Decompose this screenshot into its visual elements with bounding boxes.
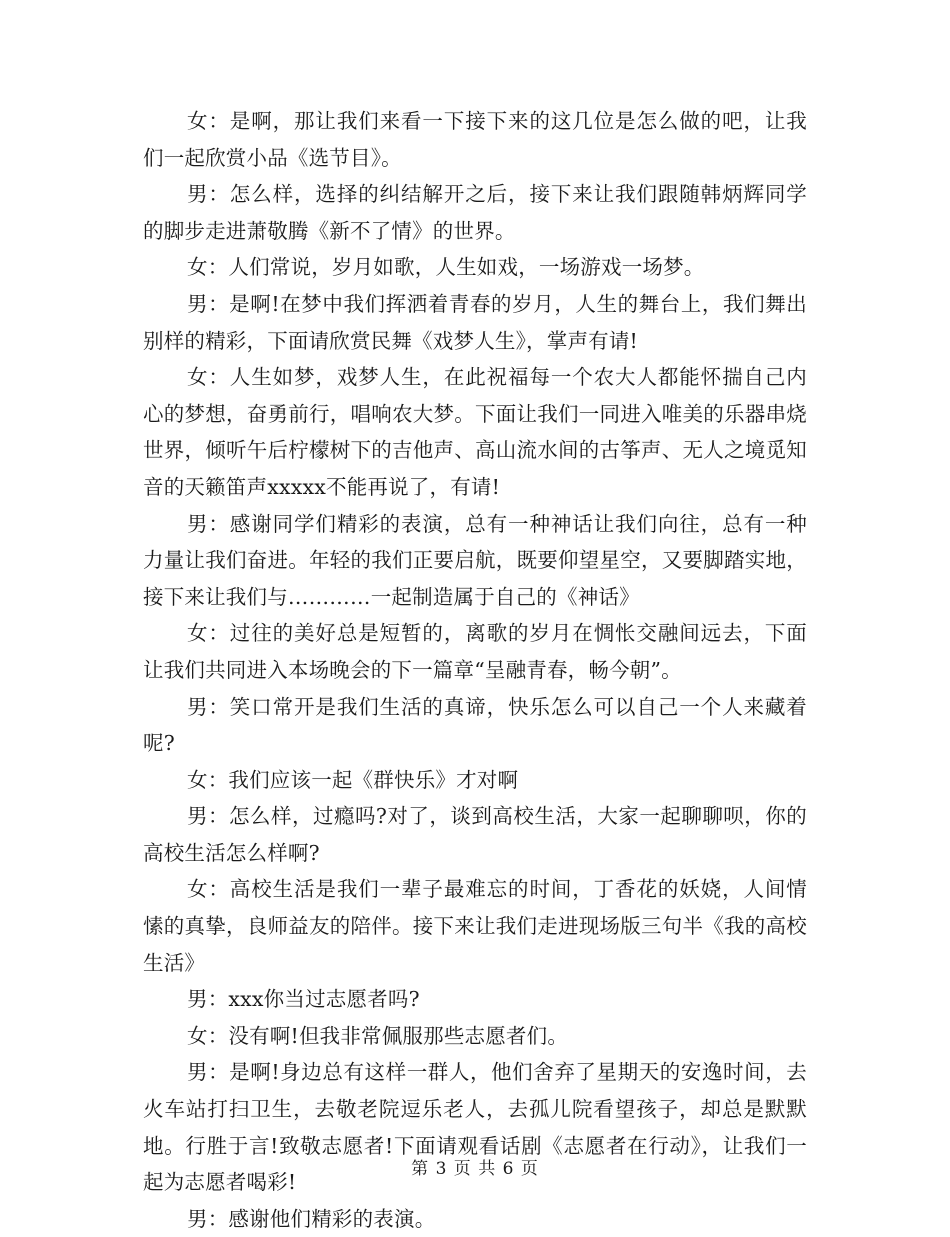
paragraph: 女：是啊，那让我们来看一下接下来的这几位是怎么做的吧，让我们一起欣赏小品《选节目》。	[143, 109, 807, 170]
paragraph: 女：没有啊!但我非常佩服那些志愿者们。	[187, 1023, 569, 1048]
page-number-footer: 第 3 页 共 6 页	[411, 1159, 539, 1179]
paragraph: 男：是啊!在梦中我们挥洒着青春的岁月，人生的舞台上，我们舞出别样的精彩，下面请欣赏民舞《戏梦人生》，掌声有请!	[143, 291, 807, 353]
paragraph: 男：是啊!身边总有这样一群人，他们舍弃了星期天的安逸时间，去火车站打扫卫生，去敬老院逗乐老人，去孤儿院看望孩子，却总是默默地。行胜于言!致敬志愿者!下面请观看话剧《志愿者在行动》，让我们一起为志愿者喝彩!	[143, 1060, 807, 1195]
paragraph: 男：xxx你当过志愿者吗?	[187, 987, 420, 1012]
paragraph: 女：人们常说，岁月如歌，人生如戏，一场游戏一场梦。	[187, 255, 705, 280]
paragraph: 男：感谢同学们精彩的表演，总有一种神话让我们向往，总有一种力量让我们奋进。年轻的我们正要启航，既要仰望星空，又要脚踏实地，接下来让我们与…………一起制造属于自己的《神话》	[143, 511, 807, 609]
paragraph: 男：怎么样，过瘾吗?对了，谈到高校生活，大家一起聊聊呗，你的高校生活怎么样啊?	[143, 804, 807, 865]
paragraph: 女：人生如梦，戏梦人生，在此祝福每一个农大人都能怀揣自己内心的梦想，奋勇前行，唱响农大梦。下面让我们一同进入唯美的乐器串烧世界，倾听午后柠檬树下的吉他声、高山流水间的古筝声、无人之境觅知音的天籁笛声xxxxx不能再说了，有请!	[143, 365, 807, 499]
document-body	[143, 103, 807, 1237]
paragraph: 男：感谢他们精彩的表演。	[187, 1206, 436, 1231]
paragraph: 男：笑口常开是我们生活的真谛，快乐怎么可以自己一个人来藏着呢?	[143, 694, 807, 756]
paragraph: 男：怎么样，选择的纠结解开之后，接下来让我们跟随韩炳辉同学的脚步走进萧敬腾《新不了情》的世界。	[143, 182, 807, 243]
paragraph: 女：高校生活是我们一辈子最难忘的时间，丁香花的妖娆，人间情愫的真挚，良师益友的陪伴。接下来让我们走进现场版三句半《我的高校生活》	[143, 877, 807, 975]
paragraph: 女：过往的美好总是短暂的，离歌的岁月在惆怅交融间远去，下面让我们共同进入本场晚会的下一篇章“呈融青春，畅今朝”。	[143, 621, 807, 682]
paragraph: 女：我们应该一起《群快乐》才对啊	[187, 767, 519, 792]
